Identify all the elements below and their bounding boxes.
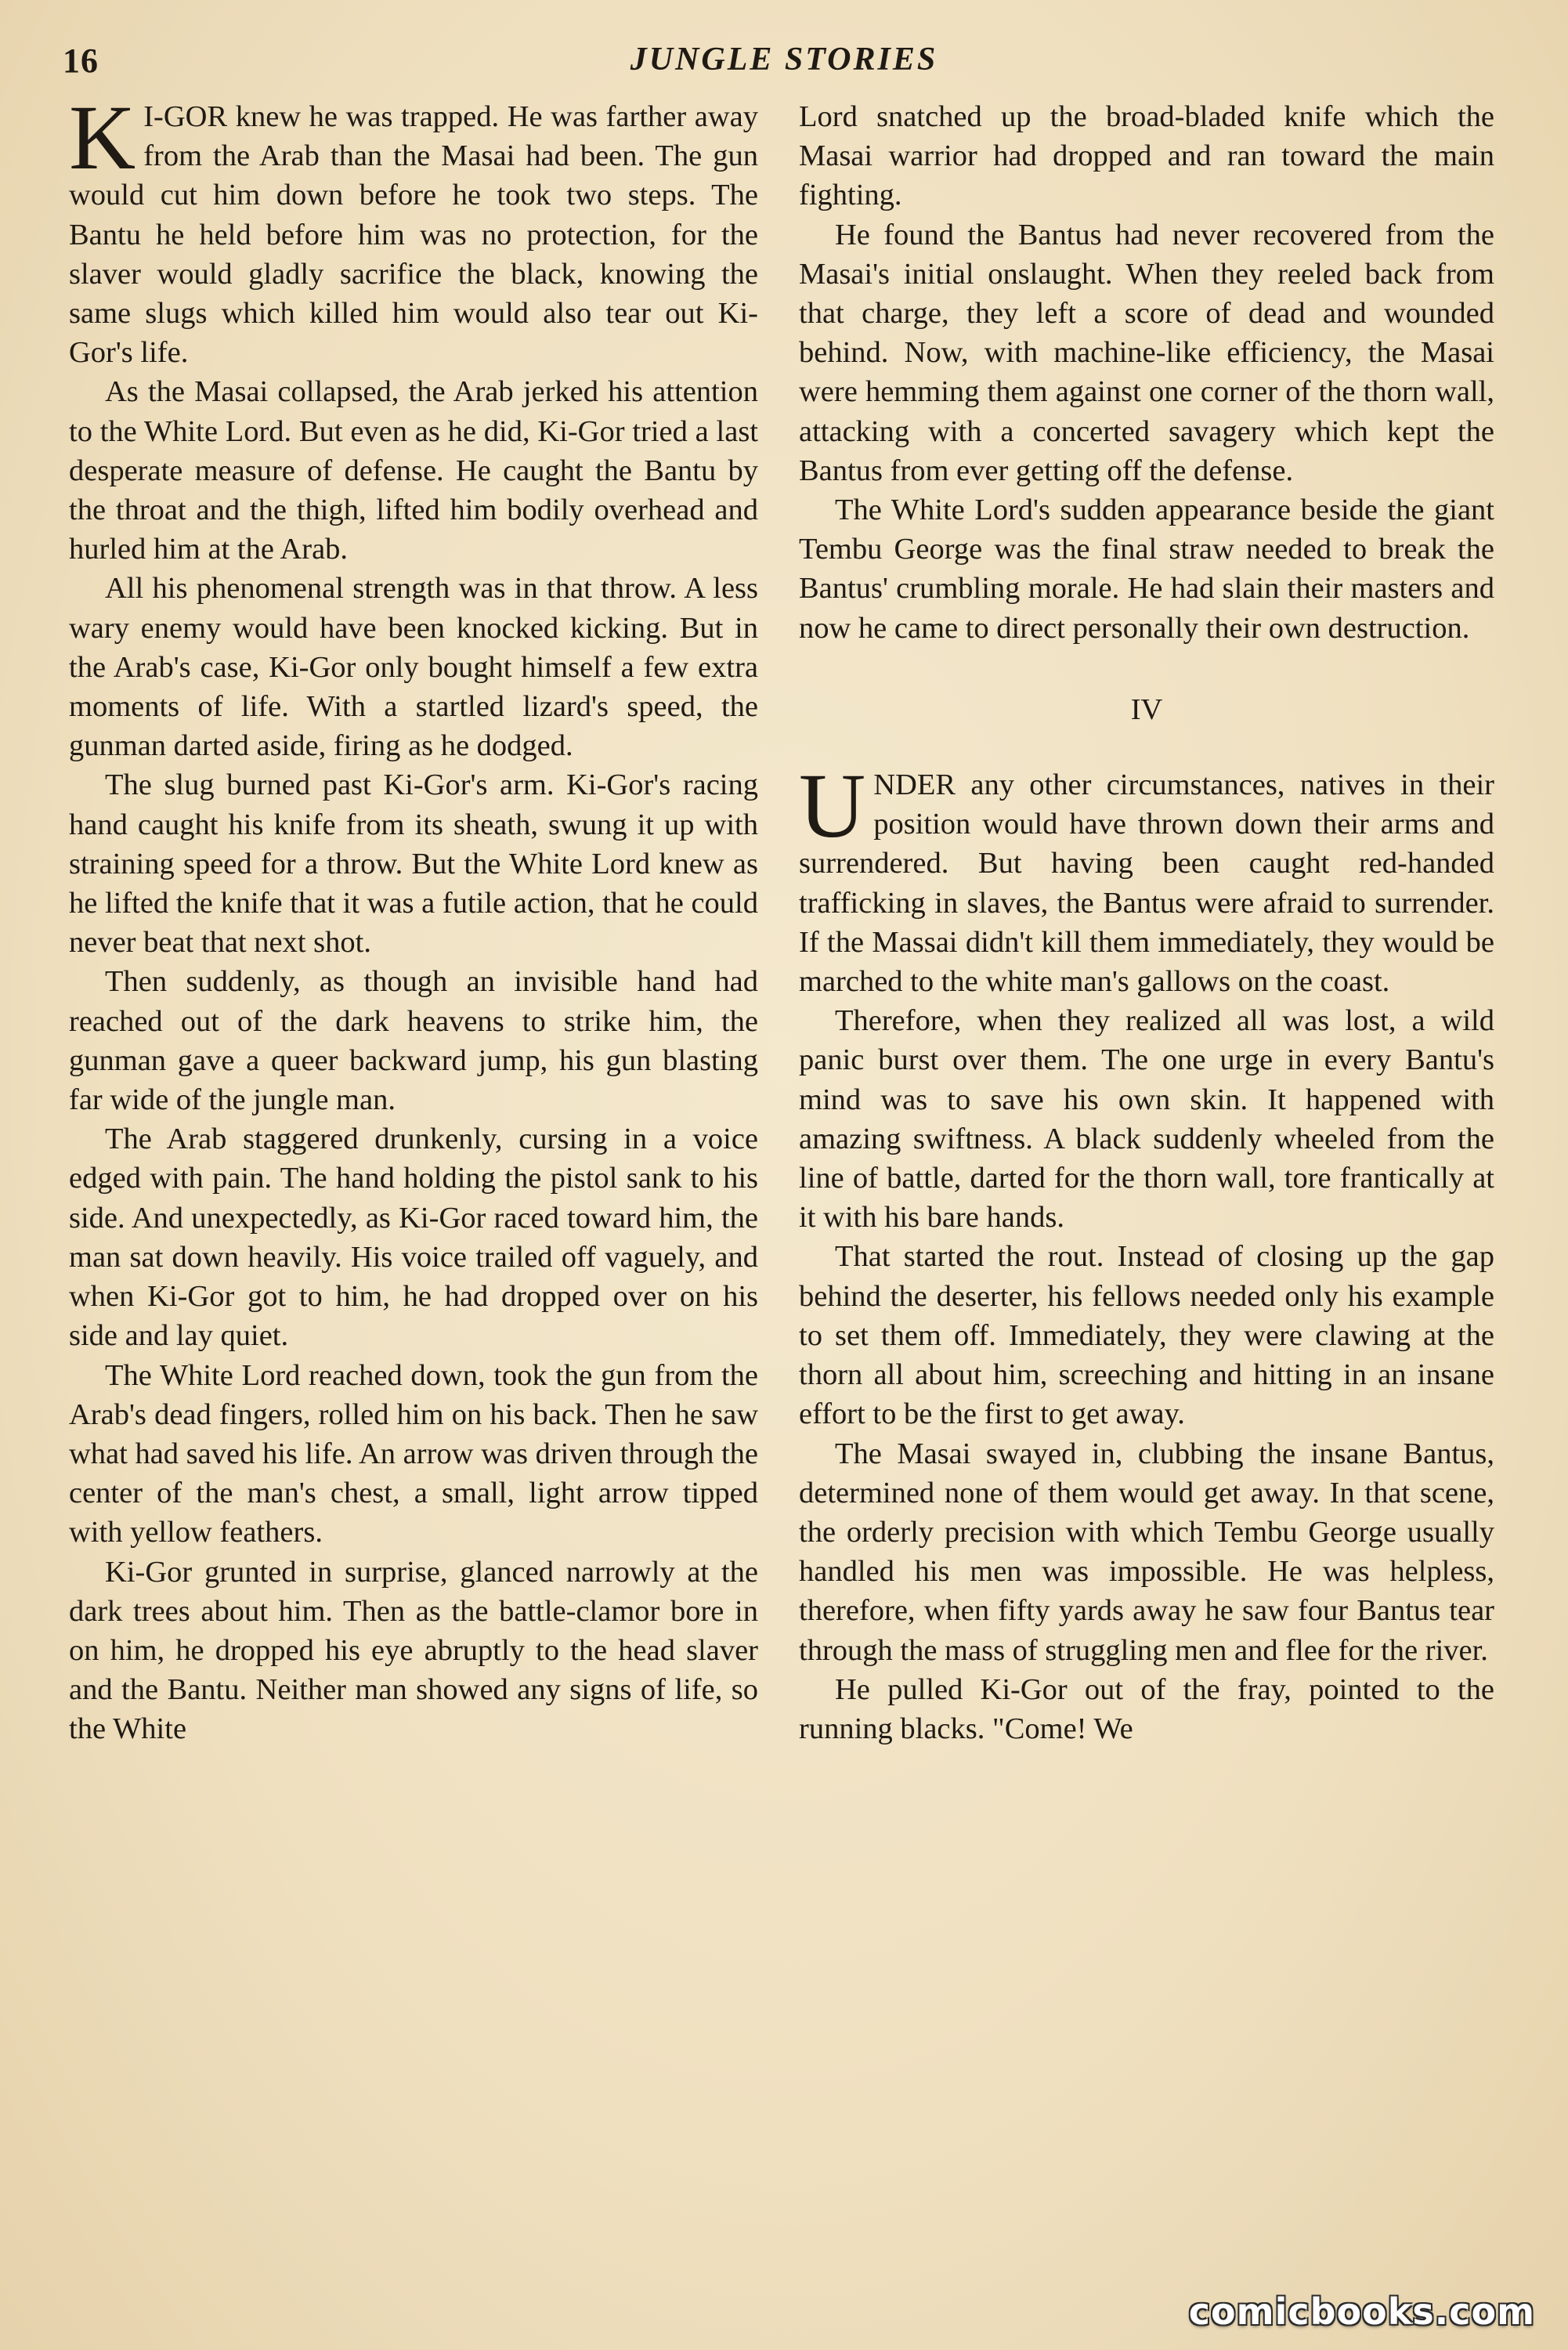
left-column <box>69 86 758 1749</box>
paragraph: Ki-Gor grunted in surprise, glanced narrowly at the dark trees about him. Then as the battle-clamor bore in on him, he dropped his eye abruptly to the head slaver and the Bantu. Neither man showed any signs of life, so the White <box>69 1555 758 1746</box>
paragraph-text: I-GOR knew he was trapped. He was farther away from the Arab than the Masai had been. The gun would cut him down before he took two steps. The Bantu he held before him was no protection, for the slaver would gladly sacrifice the black, knowing the same slugs which killed him would also tear out Ki-Gor's life. <box>69 100 758 370</box>
paragraph: Therefore, when they realized all was lost, a wild panic burst over them. The one urge in every Bantu's mind was to save his own skin. It happened with amazing swiftness. A black suddenly wheeled from the line of battle, darted for the thorn wall, tore frantically at it with his bare hands. <box>799 1004 1494 1235</box>
paragraph <box>69 86 758 372</box>
paragraph <box>799 754 1494 1001</box>
drop-cap: K <box>69 86 136 189</box>
paragraph: Lord snatched up the broad-bladed knife which the Masai warrior had dropped and ran toward the main fighting. <box>799 100 1494 212</box>
paragraph: He found the Bantus had never recovered from the Masai's initial onslaught. When they reeled back from that charge, they left a score of dead and wounded behind. Now, with machine-like efficiency, the Masai were hemming them against one corner of the thorn wall, attacking with a concerted savagery which kept the Bantus from ever getting off the defense. <box>799 218 1494 487</box>
page-header <box>63 41 1505 91</box>
page-number: 16 <box>63 42 99 80</box>
paragraph: He pulled Ki-Gor out of the fray, pointed to the running blacks. "Come! We <box>799 1672 1494 1745</box>
paragraph: The White Lord reached down, took the gun from the Arab's dead fingers, rolled him on his back. Then he saw what had saved his life. An arrow was driven through the center of the man's chest, a small, light arrow tipped with yellow feathers. <box>69 1358 758 1549</box>
paragraph: Then suddenly, as though an invisible hand had reached out of the dark heavens to strike him, the gunman gave a queer backward jump, his gun blasting far wide of the jungle man. <box>69 965 758 1117</box>
section-number: IV <box>1130 692 1163 726</box>
right-column <box>799 97 1494 1748</box>
paragraph: The Arab staggered drunkenly, cursing in a voice edged with pain. The hand holding the pistol sank to his side. And unexpectedly, as Ki-Gor raced toward him, the man sat down heavily. His voice trailed off vaguely, and when Ki-Gor got to him, he had dropped over on his side and lay quiet. <box>69 1123 758 1353</box>
paragraph: The Masai swayed in, clubbing the insane Bantus, determined none of them would get away. In that scene, the orderly precision with which Tembu George usually handled his men was impossible. He was helpless, therefore, when fifty yards away he saw four Bantus tear through the mass of struggling men and flee for the river. <box>799 1437 1494 1667</box>
paragraph: All his phenomenal strength was in that throw. A less wary enemy would have been knocked kicking. But in the Arab's case, Ki-Gor only bought himself a few extra moments of life. With a startled lizard's speed, the gunman darted aside, firing as he dodged. <box>69 572 758 763</box>
drop-cap: U <box>799 754 866 858</box>
paragraph: The White Lord's sudden appearance beside the giant Tembu George was the final straw needed to break the Bantus' crumbling morale. He had slain their masters and now he came to direct personally their own destruction. <box>799 494 1494 645</box>
running-head-title: JUNGLE STORIES <box>630 42 938 78</box>
paragraph-text: NDER any other circumstances, natives in their position would have thrown down their arms and surrendered. But having been caught red-handed trafficking in slaves, the Bantus were afraid to surrender. If the Massai didn't kill them immediately, they would be marched to the white man's gallows on the coast. <box>799 768 1494 999</box>
paragraph: As the Masai collapsed, the Arab jerked his attention to the White Lord. But even as he did, Ki-Gor tried a last desperate measure of defense. He caught the Bantu by the throat and the thigh, lifted him bodily overhead and hurled him at the Arab. <box>69 375 758 566</box>
paragraph: The slug burned past Ki-Gor's arm. Ki-Gor's racing hand caught his knife from its sheath, swung it up with straining speed for a throw. But the White Lord knew as he lifted the knife that it was a futile action, that he could never beat that next shot. <box>69 768 758 960</box>
watermark-logo: comicbooks.com <box>1188 2290 1535 2333</box>
paragraph: That started the rout. Instead of closing up the gap behind the deserter, his fellows needed only his example to set them off. Immediately, they were clawing at the thorn all about him, screeching and hitting in an insane effort to be the first to get away. <box>799 1240 1494 1431</box>
